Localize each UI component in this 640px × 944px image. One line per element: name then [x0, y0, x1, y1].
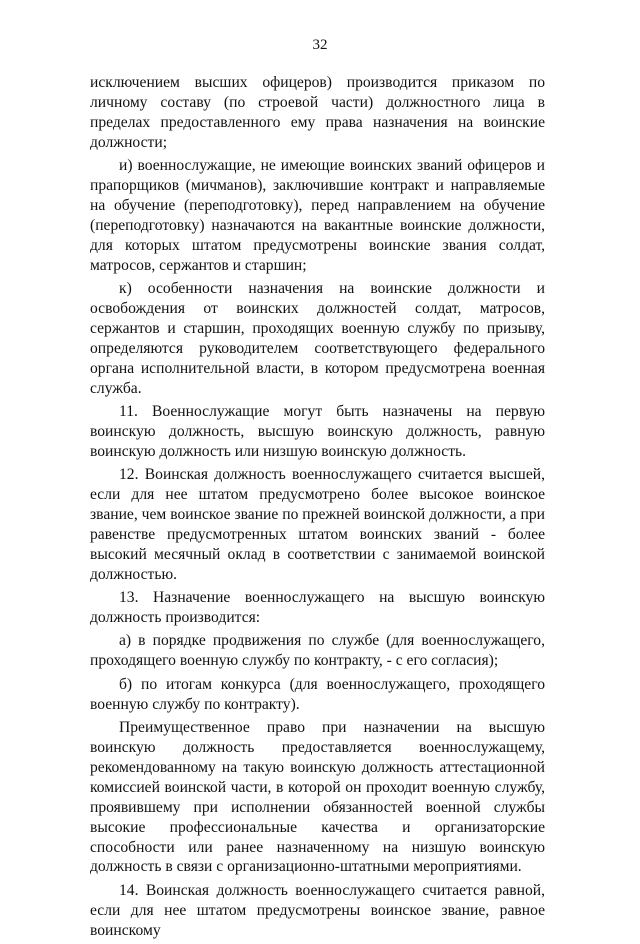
- paragraph-continuation: исключением высших офицеров) производится приказом по личному составу (по строевой части) должностного лица в пределах предоставленного ему права назначения на воинские должности;: [90, 74, 545, 151]
- paragraph-item-a: а) в порядке продвижения по службе (для военнослужащего, проходящего военную службу по контракту, - с его согласия);: [90, 632, 545, 670]
- document-body: [90, 73, 545, 944]
- paragraph-clause-12: 12. Воинская должность военнослужащего считается высшей, если для нее штатом предусмотрено более высокое воинское звание, чем воинское звание по прежней воинской должности, а при равенстве предусмотренных штатом воинских званий - более высокий месячный оклад в соответствии с занимаемой воинской должностью.: [90, 466, 545, 583]
- paragraph-clause-14: 14. Воинская должность военнослужащего считается равной, если для нее штатом предусмотрены воинское звание, равное воинскому: [90, 881, 545, 939]
- page-number: 32: [312, 37, 328, 53]
- paragraph-clause-11: 11. Военнослужащие могут быть назначены на первую воинскую должность, высшую воинскую должность, равную воинскую должность или низшую воинскую должность.: [90, 403, 545, 460]
- paragraph-preferential-right: Преимущественное право при назначении на высшую воинскую должность предоставляется военнослужащему, рекомендованному на такую воинскую должность аттестационной комиссией воинской части, в которой он проходит военную службу, проявившему при исполнении обязанностей военной службы высокие профессиональные качества и организаторские способности или ранее назначенному на низшую воинскую должность в связи с организационно-штатными мероприятиями.: [90, 719, 545, 876]
- paragraph-item-i: и) военнослужащие, не имеющие воинских званий офицеров и прапорщиков (мичманов), заключившие контракт и направляемые на обучение (переподготовку), перед направлением на обучение (переподготовку) назначаются на вакантные воинские должности, для которых штатом предусмотрены воинские звания солдат, матросов, сержантов и старшин;: [90, 157, 545, 274]
- paragraph-item-k: к) особенности назначения на воинские должности и освобождения от воинских должностей солдат, матросов, сержантов и старшин, проходящих военную службу по призыву, определяются руководителем соответствующего федерального органа исполнительной власти, в котором предусмотрена военная служба.: [90, 280, 545, 397]
- paragraph-clause-13: 13. Назначение военнослужащего на высшую воинскую должность производится:: [90, 589, 545, 627]
- paragraph-item-b: б) по итогам конкурса (для военнослужащего, проходящего военную службу по контракту).: [90, 675, 545, 713]
